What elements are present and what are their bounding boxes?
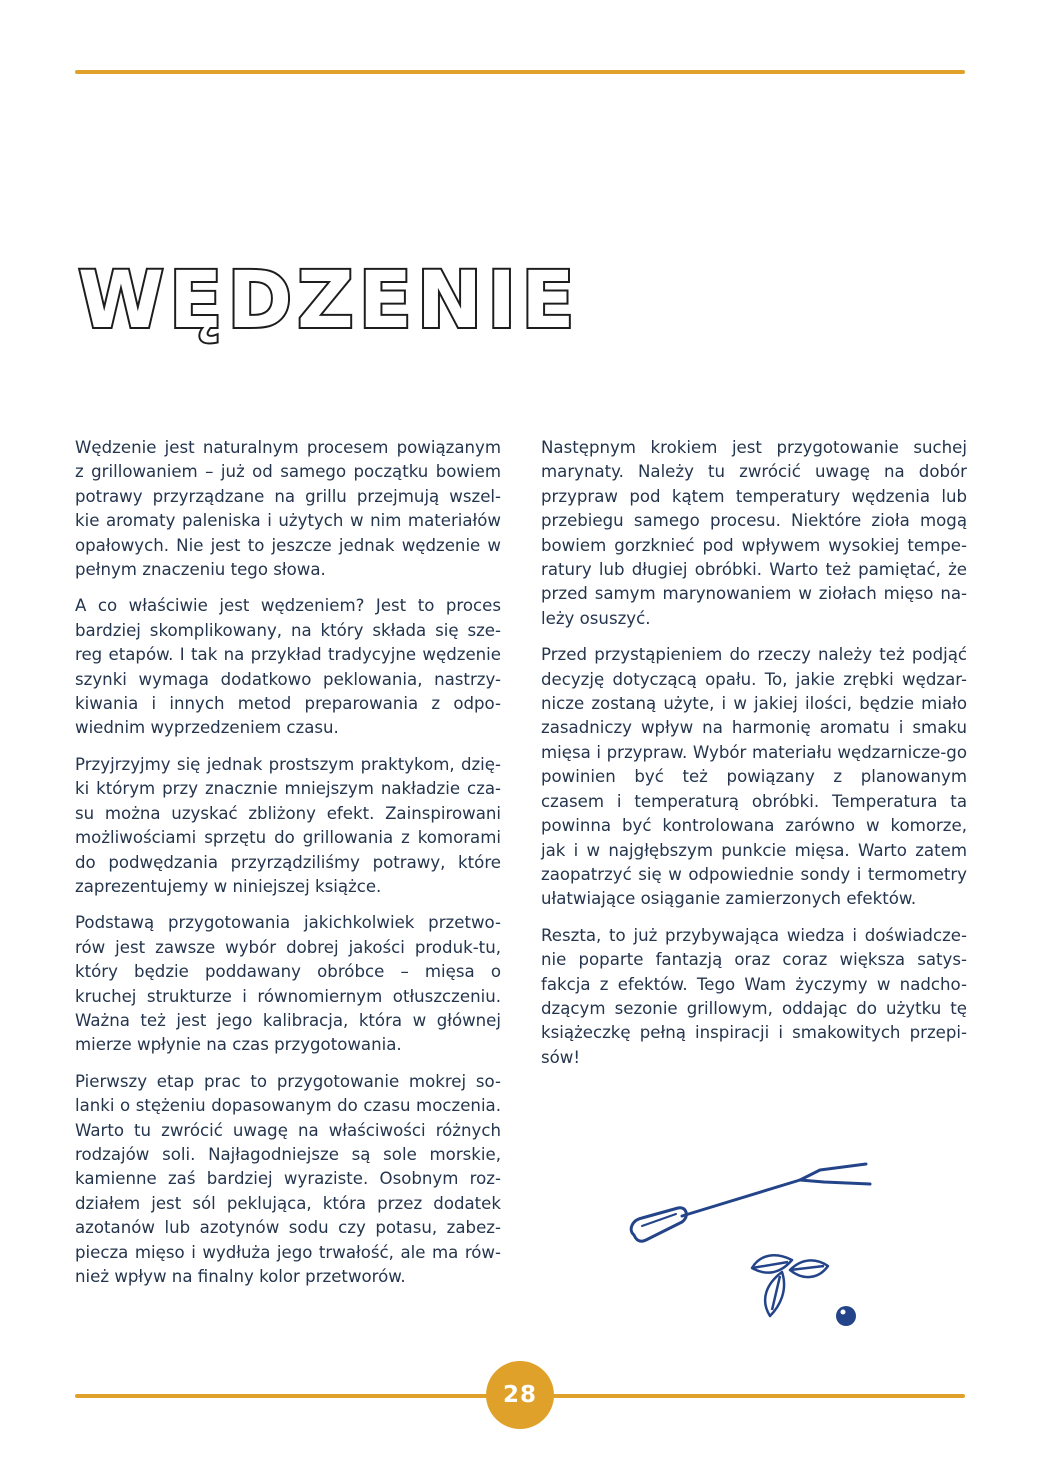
paragraph: Przyjrzyjmy się jednak prostszym praktykom, dzię-ki którym przy znacznie mniejszym nakładzie cza-su można uzyskać zbliżony efekt. Zainspirowani możliwościami sprzętu do grillowania z komorami do podwędzania przyrządziliśmy potrawy, które zaprezentujemy w niniejszej książce. — [75, 754, 501, 896]
herb-leaves-icon — [752, 1255, 828, 1316]
right-column — [541, 436, 967, 1082]
paragraph: Pierwszy etap prac to przygotowanie mokrej so-lanki o stężeniu dopasowanym do czasu moczenia. Warto tu zwrócić uwagę na właściwości różnych rodzajów soli. Najłagodniejsze są sole morskie, kamienne zaś bardziej wyraziste. Osobnym roz-działem jest sól peklująca, która przez dodatek azotanów lub azotynów sodu czy potasu, zabez-piecza mięso i wydłuża jego trwałość, ale ma rów-nież wpływ na finalny kolor przetworów. — [75, 1071, 501, 1286]
bottom-rule-right — [545, 1394, 965, 1398]
paragraph: Reszta, to już przybywająca wiedza i doświadcze-nie poparte fantazją oraz coraz większa satys-fakcja z efektów. Tego Wam życzymy w nadcho-dzącym sezonie grillowym, oddając do użytku tę książeczkę pełną inspiracji i smakowitych przepi-sów! — [541, 925, 967, 1067]
paragraph: A co właściwie jest wędzeniem? Jest to proces bardziej skomplikowany, na który składa się sze-reg etapów. I tak na przykład tradycyjne wędzenie szynki wymaga dodatkowo peklowania, nastrzy-kiwania i innych metod preparowania z odpo-wiednim wyprzedzeniem czasu. — [75, 596, 501, 738]
illustration — [620, 1150, 880, 1340]
page-title: WĘDZENIE — [78, 256, 580, 346]
paragraph: Wędzenie jest naturalnym procesem powiązanym z grillowaniem – już od samego początku bowiem potrawy przyrządzane na grillu przejmują wszel-kie aromaty paleniska i użytych w nim materiałów opałowych. Nie jest to jeszcze jednak wędzenie w pełnym znaczeniu tego słowa. — [75, 438, 501, 580]
berry-icon — [836, 1306, 856, 1326]
top-rule — [75, 70, 965, 74]
page-number: 28 — [486, 1361, 554, 1429]
left-column — [75, 436, 501, 1301]
bottom-rule-left — [75, 1394, 495, 1398]
grill-fork-icon — [631, 1164, 870, 1241]
paragraph: Następnym krokiem jest przygotowanie suchej marynaty. Należy tu zwrócić uwagę na dobór przypraw pod kątem temperatury wędzenia lub przebiegu samego procesu. Niektóre zioła mogą bowiem gorzknieć pod wpływem wysokiej tempe-ratury lub długiej obróbki. Warto też pamiętać, że przed samym marynowaniem w ziołach mięso na-leży osuszyć. — [541, 438, 967, 628]
paragraph: Przed przystąpieniem do rzeczy należy też podjąć decyzję dotyczącą opału. To, jakie zrębki wędzar-nicze zostaną użyte, i w jakiej ilości, będzie miało zasadniczy wpływ na harmonię aromatu i smaku mięsa i przypraw. Wybór materiału wędzarnicze-go powinien być też powiązany z planowanym czasem i temperaturą obróbki. Temperatura ta powinna być kontrolowana zarówno w komorze, jak i w najgłębszym punkcie mięsa. Warto zatem zaopatrzyć się w odpowiednie sondy i termometry ułatwiające osiąganie zamierzonych efektów. — [541, 645, 967, 909]
paragraph: Podstawą przygotowania jakichkolwiek przetwo-rów jest zawsze wybór dobrej jakości produk-tu, który będzie poddawany obróbce – mięsa o kruchej strukturze i równomiernym otłuszczeniu. Ważna też jest jego kalibracja, która w głównej mierze wpłynie na czas przygotowania. — [75, 913, 501, 1055]
